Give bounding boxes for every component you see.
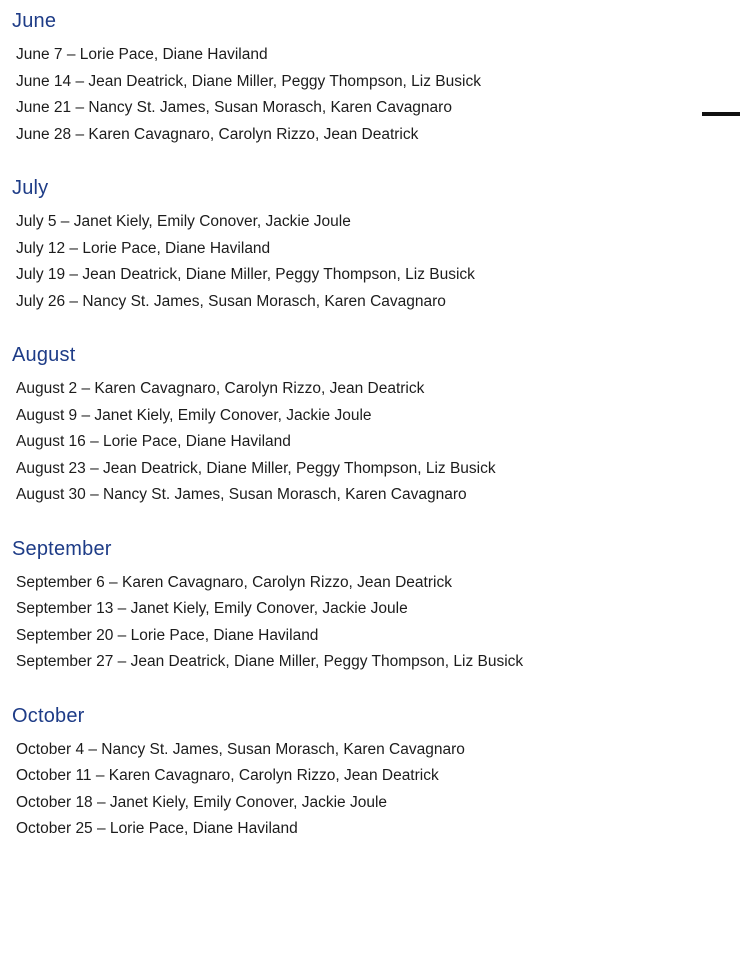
schedule-entry: August 2 – Karen Cavagnaro, Carolyn Rizzo, Jean Deatrick <box>16 380 425 397</box>
schedule-entry: August 30 – Nancy St. James, Susan Morasch, Karen Cavagnaro <box>16 486 467 503</box>
month-section-july <box>12 177 720 315</box>
month-section-june <box>12 10 720 148</box>
schedule-entry: September 27 – Jean Deatrick, Diane Miller, Peggy Thompson, Liz Busick <box>16 653 524 670</box>
month-title-october: October <box>12 704 85 727</box>
month-section-october <box>12 705 720 843</box>
schedule-entry: October 11 – Karen Cavagnaro, Carolyn Rizzo, Jean Deatrick <box>16 767 439 784</box>
schedule-entry: June 28 – Karen Cavagnaro, Carolyn Rizzo, Jean Deatrick <box>16 125 419 143</box>
entry-list-august <box>12 376 720 509</box>
schedule-entry: July 5 – Janet Kiely, Emily Conover, Jackie Joule <box>16 213 351 230</box>
entry-list-july <box>12 209 720 315</box>
schedule-entry: June 14 – Jean Deatrick, Diane Miller, Peggy Thompson, Liz Busick <box>16 72 481 90</box>
schedule-entry: August 23 – Jean Deatrick, Diane Miller, Peggy Thompson, Liz Busick <box>16 459 496 477</box>
month-section-august <box>12 344 720 509</box>
entry-list-october <box>12 737 720 843</box>
schedule-entry: July 12 – Lorie Pace, Diane Haviland <box>16 239 271 257</box>
schedule-entry: July 19 – Jean Deatrick, Diane Miller, Peggy Thompson, Liz Busick <box>16 266 475 283</box>
schedule-entry: September 13 – Janet Kiely, Emily Conover, Jackie Joule <box>16 600 408 617</box>
month-title-september: September <box>12 537 112 560</box>
schedule-entry: June 7 – Lorie Pace, Diane Haviland <box>16 46 268 63</box>
schedule-entry: August 9 – Janet Kiely, Emily Conover, Jackie Joule <box>16 406 372 424</box>
schedule-entry: June 21 – Nancy St. James, Susan Morasch, Karen Cavagnaro <box>16 99 452 116</box>
month-title-june: June <box>12 10 57 32</box>
month-title-july: July <box>12 177 49 199</box>
schedule-entry: July 26 – Nancy St. James, Susan Morasch, Karen Cavagnaro <box>16 292 446 310</box>
schedule-entry: October 4 – Nancy St. James, Susan Morasch, Karen Cavagnaro <box>16 740 465 758</box>
entry-list-june <box>12 42 720 148</box>
right-edge-mark <box>702 112 740 116</box>
month-title-august: August <box>12 344 76 366</box>
schedule-entry: October 25 – Lorie Pace, Diane Haviland <box>16 820 298 837</box>
entry-list-september <box>12 570 720 676</box>
month-section-september <box>12 538 720 676</box>
schedule-entry: September 6 – Karen Cavagnaro, Carolyn Rizzo, Jean Deatrick <box>16 573 452 591</box>
schedule-entry: August 16 – Lorie Pace, Diane Haviland <box>16 433 291 450</box>
schedule-entry: October 18 – Janet Kiely, Emily Conover, Jackie Joule <box>16 793 388 811</box>
schedule-entry: September 20 – Lorie Pace, Diane Haviland <box>16 626 319 644</box>
